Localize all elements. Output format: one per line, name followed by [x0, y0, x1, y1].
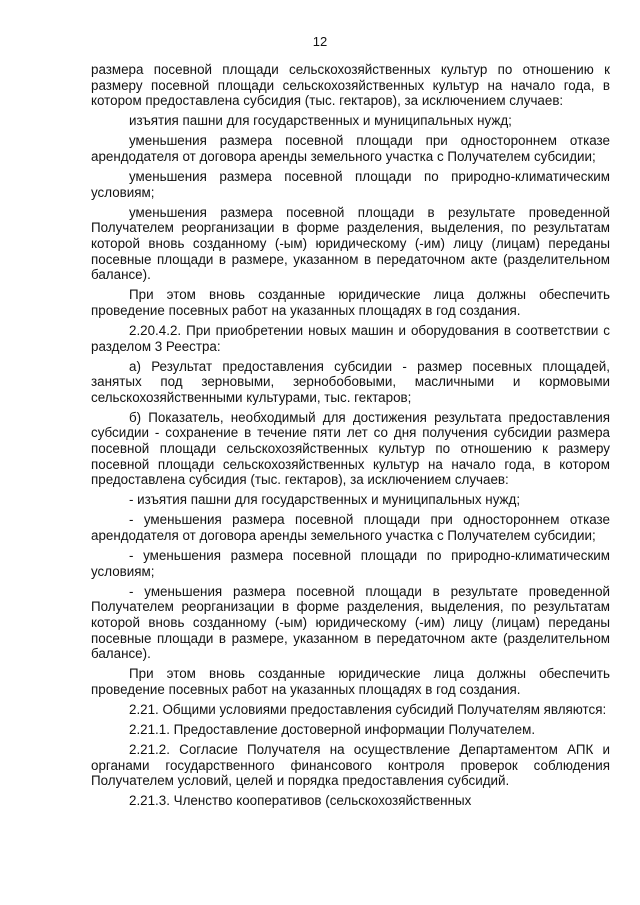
document-body — [91, 62, 610, 814]
paragraph-continuation: размера посевной площади сельскохозяйственных культур по отношению к размеру посевной площади сельскохозяйственных культур на начало года, в котором предоставлена субсидия (тыс. гектаров), за исключением случаев: — [91, 62, 610, 109]
clause-2-21-1: 2.21.1. Предоставление достоверной информации Получателем. — [129, 722, 536, 738]
exception-item: - уменьшения размера посевной площади при одностороннем отказе арендодателя от договора аренды земельного участка с Получателем субсидии; — [91, 512, 610, 544]
exception-item: уменьшения размера посевной площади в результате проведенной Получателем реорганизации в форме разделения, выделения, по результатам которой вновь созданному (-ым) юридическому (-им) лицу (лицам) переданы посевные площади в размере, указанном в передаточном акте (разделительном балансе). — [91, 204, 610, 283]
paragraph: При этом вновь созданные юридические лица должны обеспечить проведение посевных работ на указанных площадях в год создания. — [91, 666, 610, 697]
exception-item: - изъятия пашни для государственных и муниципальных нужд; — [129, 492, 521, 508]
exception-item: уменьшения размера посевной площади при одностороннем отказе арендодателя от договора аренды земельного участка с Получателем субсидии; — [91, 133, 610, 164]
exception-item: - уменьшения размера посевной площади по природно-климатическим условиям; — [91, 548, 610, 579]
paragraph: При этом вновь созданные юридические лица должны обеспечить проведение посевных работ на указанных площадях в год создания. — [91, 287, 610, 318]
page-number: 12 — [312, 34, 328, 49]
exception-item: - уменьшения размера посевной площади в результате проведенной Получателем реорганизации в форме разделения, выделения, по результатам которой вновь созданному (-ым) юридическому (-им) лицу (лицам) переданы посевные площади в размере, указанном в передаточном акте (разделительном балансе). — [91, 583, 610, 662]
subclause-b: б) Показатель, необходимый для достижения результата предоставления субсидии - сохранение в течение пяти лет со дня получения субсидии размера посевной площади сельскохозяйственных культур по отношению к размеру посевной площади сельскохозяйственных культур на начало года, в котором предоставлена субсидия (тыс. гектаров), за исключением случаев: — [91, 409, 610, 488]
clause-2-21-3: 2.21.3. Членство кооперативов (сельскохозяйственных — [129, 793, 472, 809]
clause-2-21-2: 2.21.2. Согласие Получателя на осуществление Департаментом АПК и органами государственного финансового контроля проверок соблюдения Получателем условий, целей и порядка предоставления субсидий. — [91, 742, 610, 789]
exception-item: изъятия пашни для государственных и муниципальных нужд; — [129, 113, 512, 129]
exception-item: уменьшения размера посевной площади по природно-климатическим условиям; — [91, 169, 610, 200]
clause-2-21: 2.21. Общими условиями предоставления субсидий Получателям являются: — [129, 701, 607, 717]
subclause-a: а) Результат предоставления субсидии - размер посевных площадей, занятых под зерновыми, зернобобовыми, масличными и кормовыми сельскохозяйственными культурами, тыс. гектаров; — [91, 358, 610, 405]
clause-2-20-4-2: 2.20.4.2. При приобретении новых машин и оборудования в соответствии с разделом 3 Реестра: — [91, 322, 610, 354]
